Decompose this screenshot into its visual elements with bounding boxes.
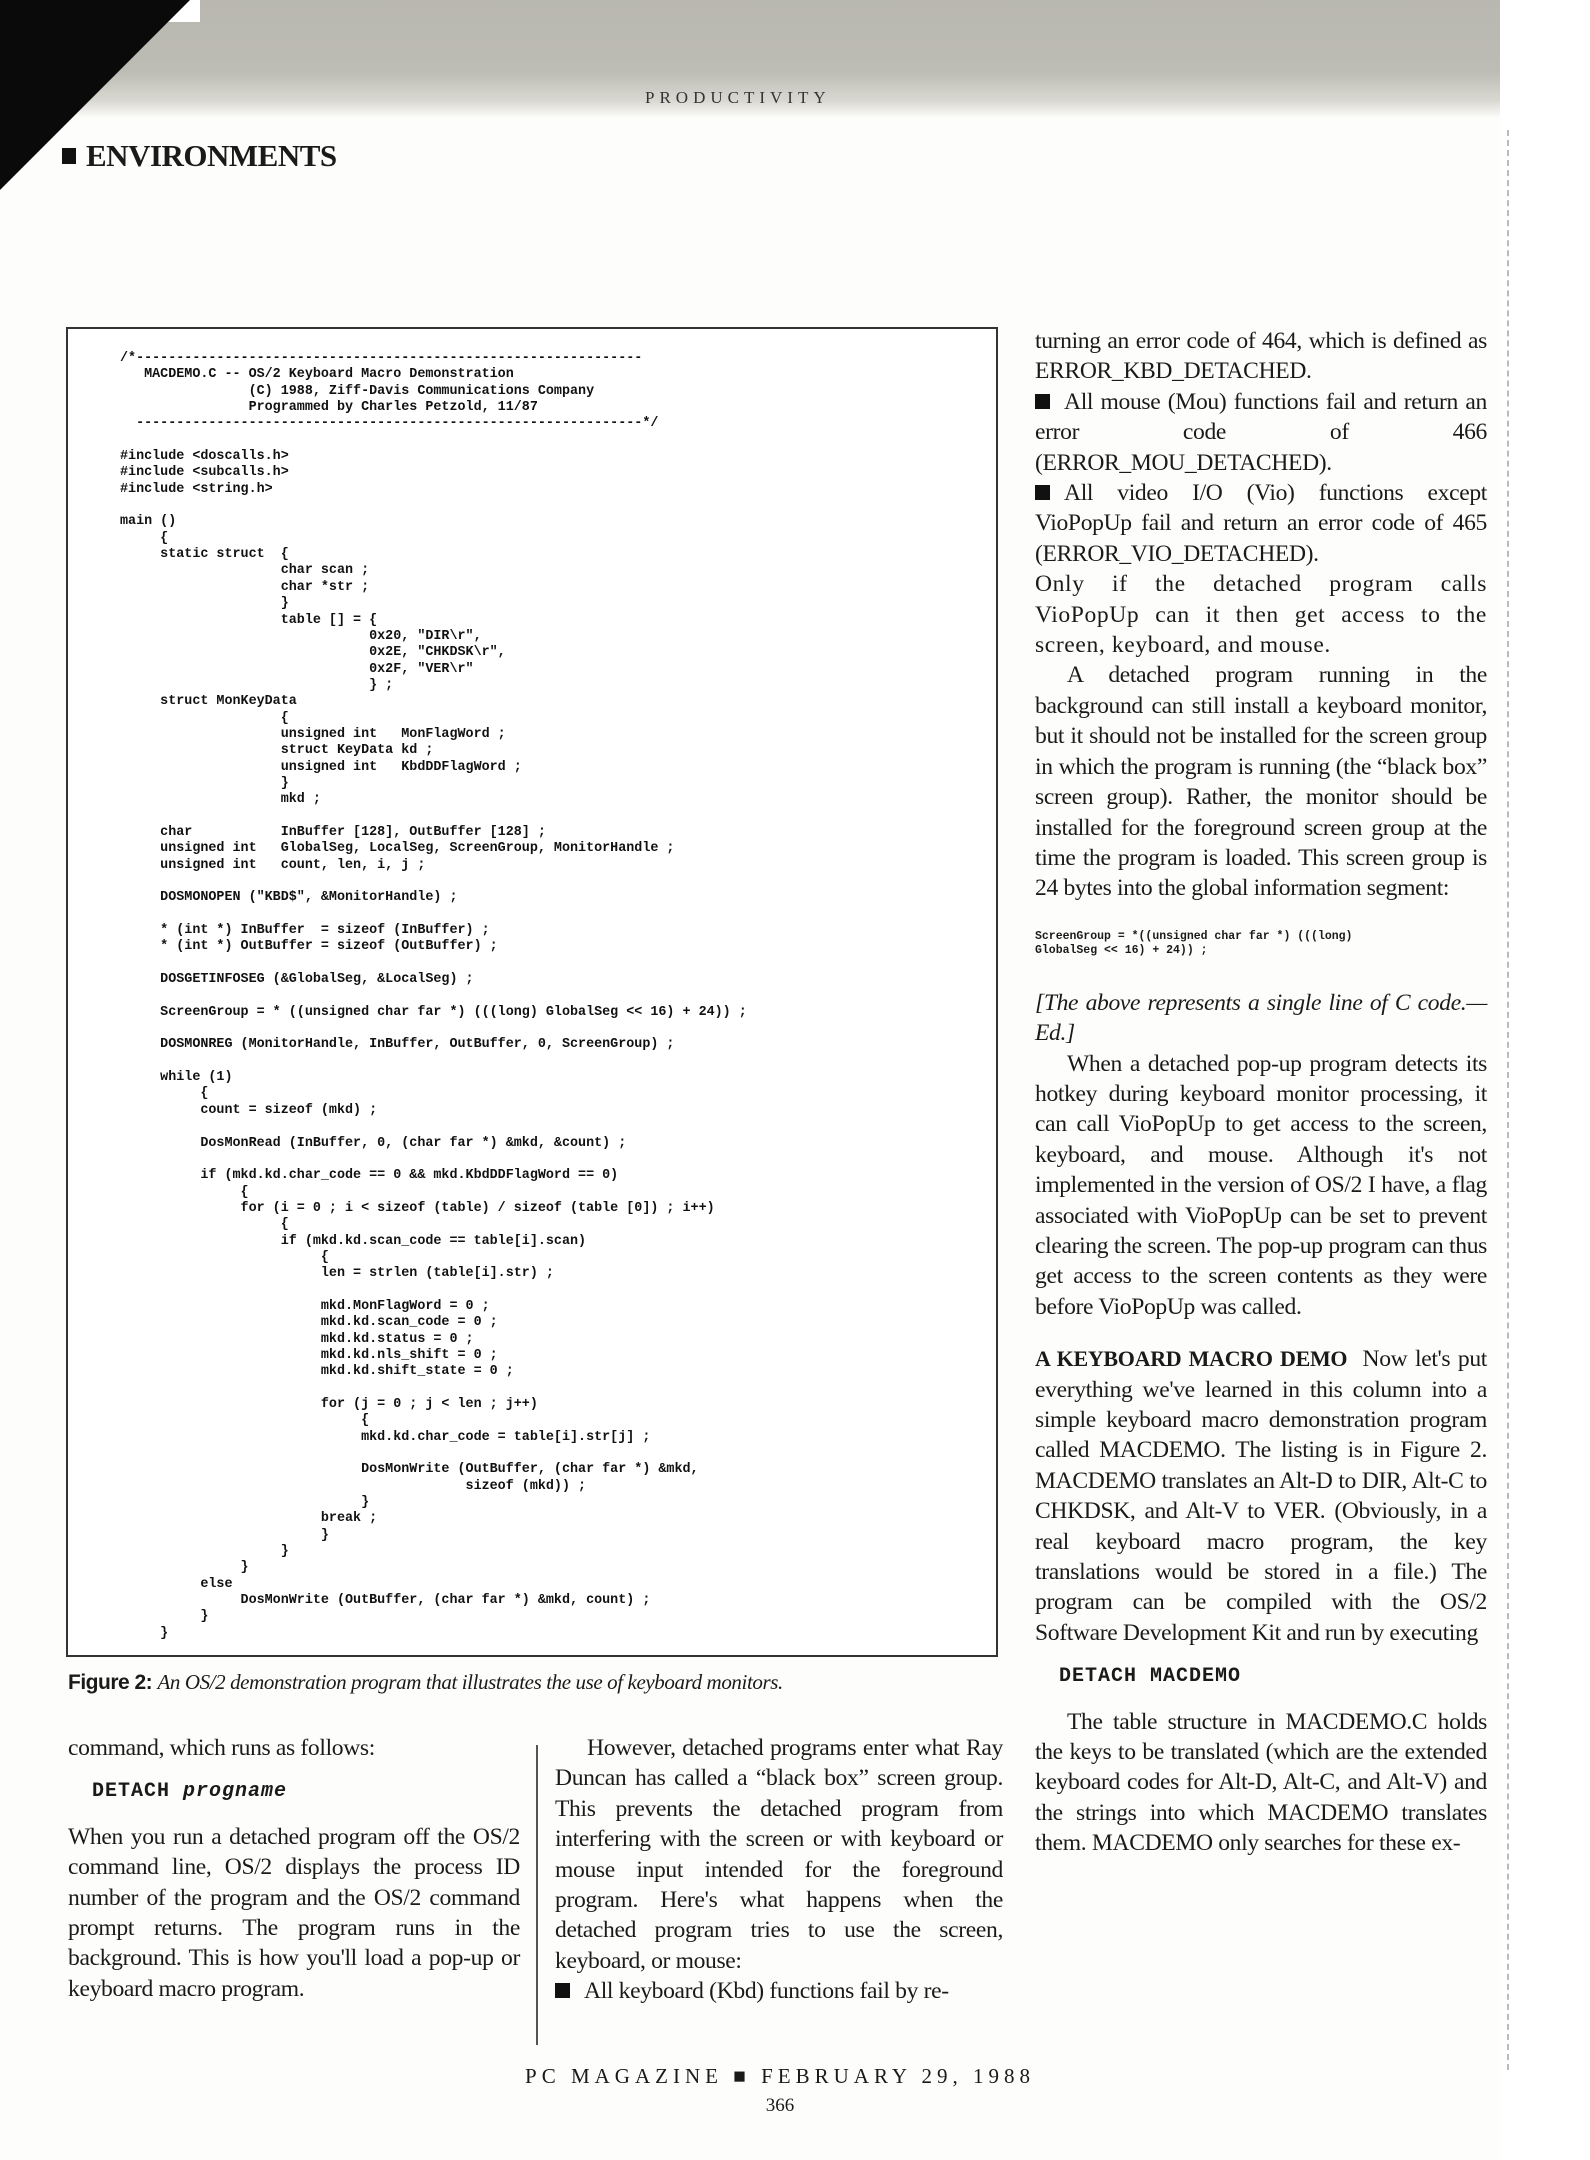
bullet-text: All keyboard (Kbd) functions fail by re- [584,1978,949,2005]
paragraph: When a detached pop-up program detects its hotkey during keyboard monitor processing, it can call VioPopUp to get access to the screen, keyboard, and mouse. Although it's not implemented in the version of OS/2 I have, a flag associated with VioPopUp can be set to prevent clearing the screen. The pop-up program can thus get access to the screen contents as they were before VioPopUp was called. [1035,1050,1487,1320]
code-line: unsigned int GlobalSeg, LocalSeg, ScreenGroup, MonitorHandle ; [120,841,675,857]
code-line [120,809,747,825]
code-line: { [120,1086,209,1102]
code-block [120,351,747,1642]
editor-note: [The above represents a single line of C code.—Ed.] [1035,989,1487,1047]
code-line: * (int *) InBuffer = sizeof (InBuffer) ; [120,923,490,939]
code-line [120,1119,747,1135]
code-line: GlobalSeg << 16) + 24)) ; [1035,943,1208,957]
command-word: DETACH [92,1780,171,1804]
code-line: struct MonKeyData [120,694,297,710]
code-line: main () [120,514,177,530]
code-line: mkd.MonFlagWord = 0 ; [120,1298,490,1314]
code-line: ScreenGroup = *((unsigned char far *) (((long) [1035,929,1353,943]
code-line: mkd.kd.scan_code = 0 ; [120,1315,498,1331]
code-line [120,1152,747,1168]
column-divider [536,1745,538,2045]
bullet-item [555,1976,1003,2006]
code-line [120,907,747,923]
page-number: 366 [765,2095,795,2116]
column-2 [555,1733,1003,2007]
bullet-item [1035,387,1487,478]
footer-publication: PC MAGAZINE ■ FEBRUARY 29, 1988 [525,2064,1035,2088]
code-line: mkd.kd.status = 0 ; [120,1331,474,1347]
code-line: len = strlen (table[i].str) ; [120,1266,554,1282]
code-line: 0x2F, "VER\r" [120,661,474,677]
code-line: DOSGETINFOSEG (&GlobalSeg, &LocalSeg) ; [120,972,474,988]
command-example: DETACH MACDEMO [1059,1665,1242,1689]
code-line: char InBuffer [128], OutBuffer [128] ; [120,824,546,840]
inline-code [1035,930,1487,958]
code-line: (C) 1988, Ziff-Davis Communications Company [120,383,595,399]
code-line: } [120,1609,209,1625]
code-line: struct KeyData kd ; [120,743,434,759]
margin-rule [1507,130,1510,2070]
paragraph: Only if the detached program calls VioPopUp can it then get access to the screen, keyboard, and mouse. [1035,571,1487,659]
figure-caption [68,1670,783,1695]
code-line: for (j = 0 ; j < len ; j++) [120,1397,538,1412]
page-margin [1500,0,1590,2160]
code-line: #include <doscalls.h> [120,449,289,465]
code-line: mkd.kd.shift_state = 0 ; [120,1364,514,1380]
code-line: DosMonWrite (OutBuffer, (char far *) &mkd, [120,1462,699,1478]
code-line: DosMonRead (InBuffer, 0, (char far *) &mkd, &count) ; [120,1135,627,1151]
code-line [120,874,747,890]
subheading: A KEYBOARD MACRO DEMO [1035,1346,1348,1372]
code-line: static struct { [120,547,289,563]
code-line [120,498,747,514]
paragraph: A detached program running in the background can still install a keyboard monitor, but it should not be installed for the screen group in which the program is running (the “black box” screen group). Rather, the monitor should be installed for the foreground screen group at the time the program is loaded. This screen group is 24 bytes into the global information segment: [1035,662,1487,902]
code-line: unsigned int count, len, i, j ; [120,857,426,873]
code-line: } [120,1495,370,1511]
code-line: { [120,1249,329,1265]
code-line [120,1381,747,1397]
code-line: unsigned int KbdDDFlagWord ; [120,759,522,775]
code-line: table [] = { [120,612,378,628]
code-line: ---------------------------------------------------------------*/ [120,416,659,432]
paragraph: The table structure in MACDEMO.C holds the keys to be translated (which are the extended keyboard codes for Alt-D, Alt-C, and Alt-V) and the strings into which MACDEMO translates them. MACDEMO only searches for these ex- [1035,1708,1487,1857]
caption-text: An OS/2 demonstration program that illustrates the use of keyboard monitors. [157,1670,783,1694]
code-line: if (mkd.kd.char_code == 0 && mkd.KbdDDFlagWord == 0) [120,1168,619,1184]
column-3 [1035,326,1487,1859]
code-line: } [120,775,289,791]
bullet-text: All mouse (Mou) functions fail and return an error code of 466 (ERROR_MOU_DETACHED). [1035,388,1487,476]
code-line: } [120,1544,289,1560]
code-line: char scan ; [120,563,370,579]
code-line: 0x2E, "CHKDSK\r", [120,645,506,661]
paragraph: turning an error code of 464, which is defined as ERROR_KBD_DETACHED. [1035,328,1487,385]
code-line: #include <subcalls.h> [120,465,289,481]
paragraph-text: Now let's put everything we've learned in this column into a simple keyboard macro demonstration program called MACDEMO. The listing is in Figure 2. MACDEMO translates an Alt-D to DIR, Alt-C to CHKDSK, and Alt-V to VER. (Obviously, in a real keyboard macro program, the key translations would be stored in a file.) The program can be compiled with the OS/2 Software Development Kit and run by executing [1035,1346,1487,1646]
code-line: break ; [120,1511,378,1527]
code-line: 0x20, "DIR\r", [120,628,482,644]
code-line: } [120,596,289,612]
code-line: mkd ; [120,792,321,808]
paragraph: However, detached programs enter what Ray Duncan has called a “black box” screen group. This prevents the detached program from interfering with the screen or with keyboard or mouse input intended for the foreground program. Here's what happens when the detached program tries to use the screen, keyboard, or mouse: [555,1735,1003,1974]
code-line: unsigned int MonFlagWord ; [120,726,506,742]
code-line: } [120,1527,329,1543]
code-line: { [120,1217,289,1233]
department-heading [62,138,337,174]
code-line [120,1446,747,1462]
command-arg: progname [183,1780,288,1804]
code-line: if (mkd.kd.scan_code == table[i].scan) [120,1233,587,1249]
code-line: count = sizeof (mkd) ; [120,1102,378,1118]
code-line: } [120,1560,249,1576]
code-line: { [120,530,169,546]
figure-code-listing [66,327,998,1657]
square-bullet-icon [1035,394,1050,409]
code-line: ScreenGroup = * ((unsigned char far *) (((long) GlobalSeg << 16) + 24)) ; [120,1004,747,1020]
code-line: } ; [120,677,394,693]
section-label: PRODUCTIVITY [645,88,831,107]
code-line: Programmed by Charles Petzold, 11/87 [120,400,538,416]
code-line [120,1283,747,1299]
code-line: MACDEMO.C -- OS/2 Keyboard Macro Demonstration [120,367,514,383]
column-1 [68,1733,520,2004]
bullet-item [1035,478,1487,569]
code-line: char *str ; [120,579,370,595]
code-line: * (int *) OutBuffer = sizeof (OutBuffer) ; [120,939,498,955]
caption-label: Figure 2: [68,1671,153,1694]
code-line: for (i = 0 ; i < sizeof (table) / sizeof (table [0]) ; i++) [120,1200,715,1216]
code-line: { [120,1413,370,1429]
code-line: else [120,1576,233,1592]
code-line: } [120,1625,169,1641]
bullet-text: All video I/O (Vio) functions except VioPopUp fail and return an error code of 465 (ERROR_VIO_DETACHED). [1035,480,1487,567]
department-label: ENVIRONMENTS [86,138,337,173]
code-line [120,1054,747,1070]
code-line: mkd.kd.char_code = table[i].str[j] ; [120,1429,651,1445]
code-line: sizeof (mkd)) ; [120,1478,587,1494]
code-line: while (1) [120,1070,233,1086]
code-line: DOSMONREG (MonitorHandle, InBuffer, OutBuffer, 0, ScreenGroup) ; [120,1037,675,1053]
code-line: mkd.kd.nls_shift = 0 ; [120,1347,498,1363]
command-example [92,1777,520,1807]
code-line [120,988,747,1004]
paragraph: When you run a detached program off the OS/2 command line, OS/2 displays the process ID number of the program and the OS/2 command prompt returns. The program runs in the background. This is how you'll load a pop-up or keyboard macro program. [68,1823,520,2002]
code-line: DOSMONOPEN ("KBD$", &MonitorHandle) ; [120,890,458,906]
code-line: { [120,1184,249,1200]
square-bullet-icon [555,1983,570,1998]
square-bullet-icon [62,148,76,164]
code-line [120,956,747,972]
code-line: DosMonWrite (OutBuffer, (char far *) &mkd, count) ; [120,1593,651,1609]
paragraph [1035,1344,1487,1648]
code-line: #include <string.h> [120,481,273,497]
code-line [120,433,747,449]
code-line: { [120,710,289,726]
paragraph: command, which runs as follows: [68,1735,375,1761]
square-bullet-icon [1035,485,1050,500]
code-line: /*--------------------------------------------------------------- [120,351,643,366]
code-line [120,1021,747,1037]
